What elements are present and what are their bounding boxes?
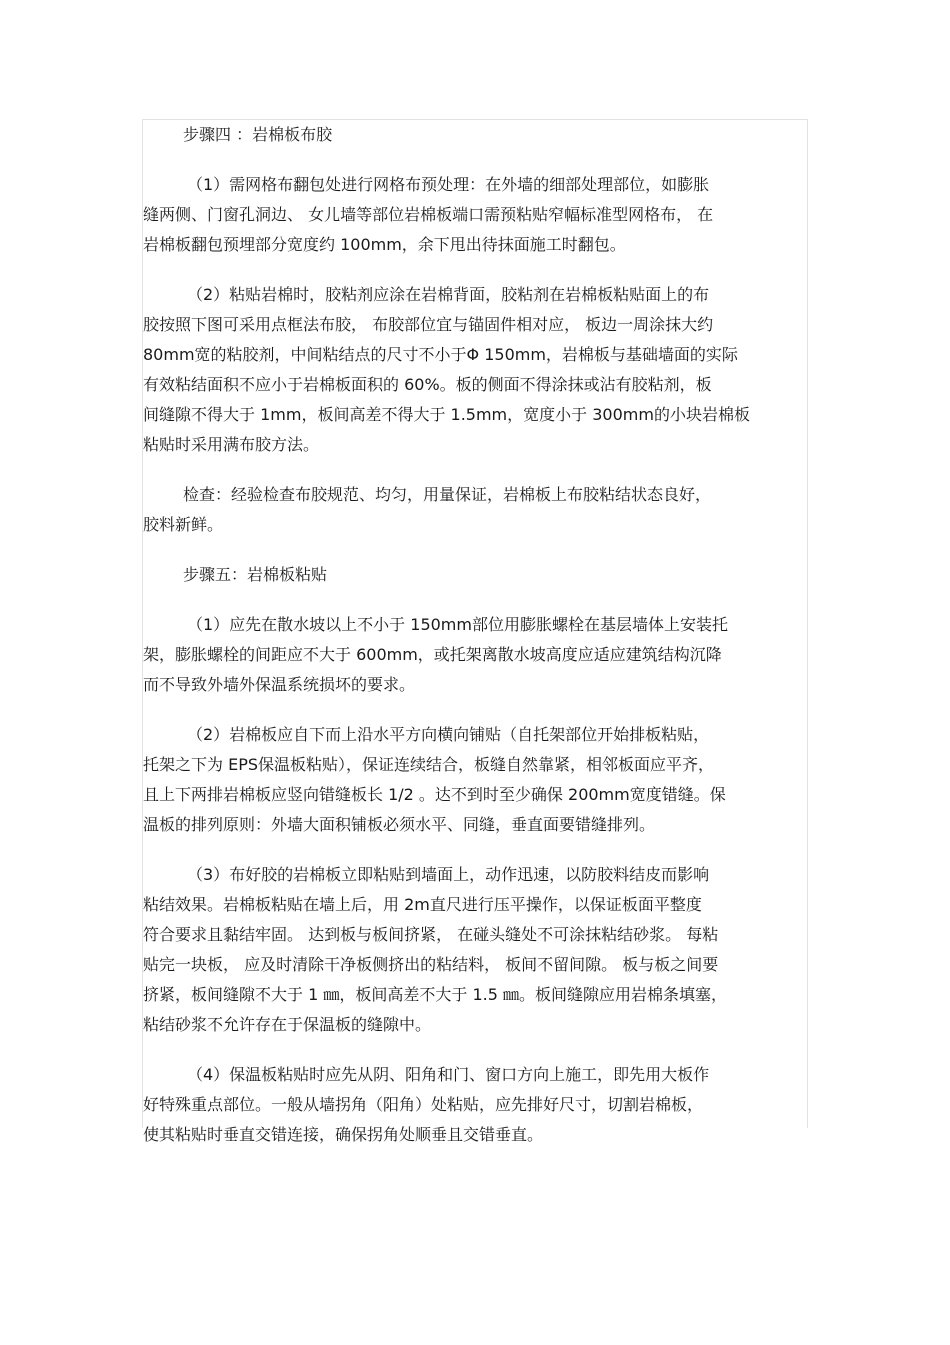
paragraph-line: 间缝隙不得大于 1mm，板间高差不得大于 1.5mm，宽度小于 300mm的小块岩棉板	[143, 405, 750, 424]
paragraph-line: 架，膨胀螺栓的间距应不大于 600mm，或托架离散水坡高度应适应建筑结构沉降	[143, 645, 722, 664]
paragraph-line: （4）保温板粘贴时应先从阴、阳角和门、窗口方向上施工，即先用大板作	[187, 1065, 710, 1084]
paragraph-line: 胶料新鲜。	[143, 515, 224, 534]
paragraph-line: 有效粘结面积不应小于岩棉板面积的 60%。板的侧面不得涂抹或沾有胶粘剂，板	[143, 375, 712, 394]
step4-paragraph-2	[143, 280, 807, 460]
paragraph-line: 粘结砂浆不允许存在于保温板的缝隙中。	[143, 1015, 432, 1034]
check-paragraph	[143, 480, 807, 540]
paragraph-line: 而不导致外墙外保温系统损坏的要求。	[143, 675, 416, 694]
heading-text: 步骤四 ：岩棉板布胶	[183, 125, 333, 144]
paragraph-line: 温板的排列原则：外墙大面积铺板必须水平、同缝，垂直面要错缝排列。	[143, 815, 656, 834]
step5-heading	[143, 560, 807, 590]
paragraph-line: 托架之下为 EPS保温板粘贴），保证连续结合，板缝自然靠紧，相邻板面应平齐，	[143, 755, 715, 774]
paragraph-line: 粘结效果。岩棉板粘贴在墙上后，用 2m直尺进行压平操作，以保证板面平整度	[143, 895, 702, 914]
paragraph-line: 粘贴时采用满布胶方法。	[143, 435, 320, 454]
paragraph-line: 贴完一块板， 应及时清除干净板侧挤出的粘结料， 板间不留间隙。 板与板之间要	[143, 955, 719, 974]
step5-paragraph-2	[143, 720, 807, 840]
paragraph-line: 符合要求且黏结牢固。 达到板与板间挤紧， 在碰头缝处不可涂抹粘结砂浆。 每粘	[143, 925, 719, 944]
paragraph-line: 缝两侧、门窗孔洞边、 女儿墙等部位岩棉板端口需预粘贴窄幅标准型网格布， 在	[143, 205, 714, 224]
paragraph-line: 检查：经验检查布胶规范、均匀，用量保证，岩棉板上布胶粘结状态良好，	[183, 485, 712, 504]
paragraph-line: 且上下两排岩棉板应竖向错缝板长 1/2 。达不到时至少确保 200mm宽度错缝。保	[143, 785, 726, 804]
paragraph-line: （3）布好胶的岩棉板立即粘贴到墙面上，动作迅速，以防胶料结皮而影响	[187, 865, 710, 884]
paragraph-line: （1）需网格布翻包处进行网格布预处理：在外墙的细部处理部位，如膨胀	[187, 175, 710, 194]
step5-paragraph-3	[143, 860, 807, 1040]
step5-paragraph-4	[143, 1060, 807, 1150]
step4-heading	[143, 120, 807, 150]
step4-paragraph-1	[143, 170, 807, 260]
step5-paragraph-1	[143, 610, 807, 700]
paragraph-line: 岩棉板翻包预埋部分宽度约 100mm，余下甩出待抹面施工时翻包。	[143, 235, 626, 254]
paragraph-line: 好特殊重点部位。一般从墙拐角（阳角）处粘贴，应先排好尺寸，切割岩棉板，	[143, 1095, 704, 1114]
paragraph-line: 胶按照下图可采用点框法布胶， 布胶部位宜与锚固件相对应， 板边一周涂抹大约	[143, 315, 714, 334]
paragraph-line: （1）应先在散水坡以上不小于 150mm部位用膨胀螺栓在基层墙体上安装托	[187, 615, 728, 634]
paragraph-line: （2）粘贴岩棉时，胶粘剂应涂在岩棉背面，胶粘剂在岩棉板粘贴面上的布	[187, 285, 710, 304]
document-body	[143, 120, 807, 1150]
heading-text: 步骤五：岩棉板粘贴	[183, 565, 328, 584]
paragraph-line: 挤紧，板间缝隙不大于 1 ㎜，板间高差不大于 1.5 ㎜。板间缝隙应用岩棉条填塞，	[143, 985, 727, 1004]
paragraph-line: （2）岩棉板应自下而上沿水平方向横向铺贴（自托架部位开始排板粘贴，	[187, 725, 710, 744]
paragraph-line: 80mm宽的粘胶剂，中间粘结点的尺寸不小于Φ 150mm，岩棉板与基础墙面的实际	[143, 345, 738, 364]
paragraph-line: 使其粘贴时垂直交错连接，确保拐角处顺垂且交错垂直。	[143, 1125, 544, 1144]
